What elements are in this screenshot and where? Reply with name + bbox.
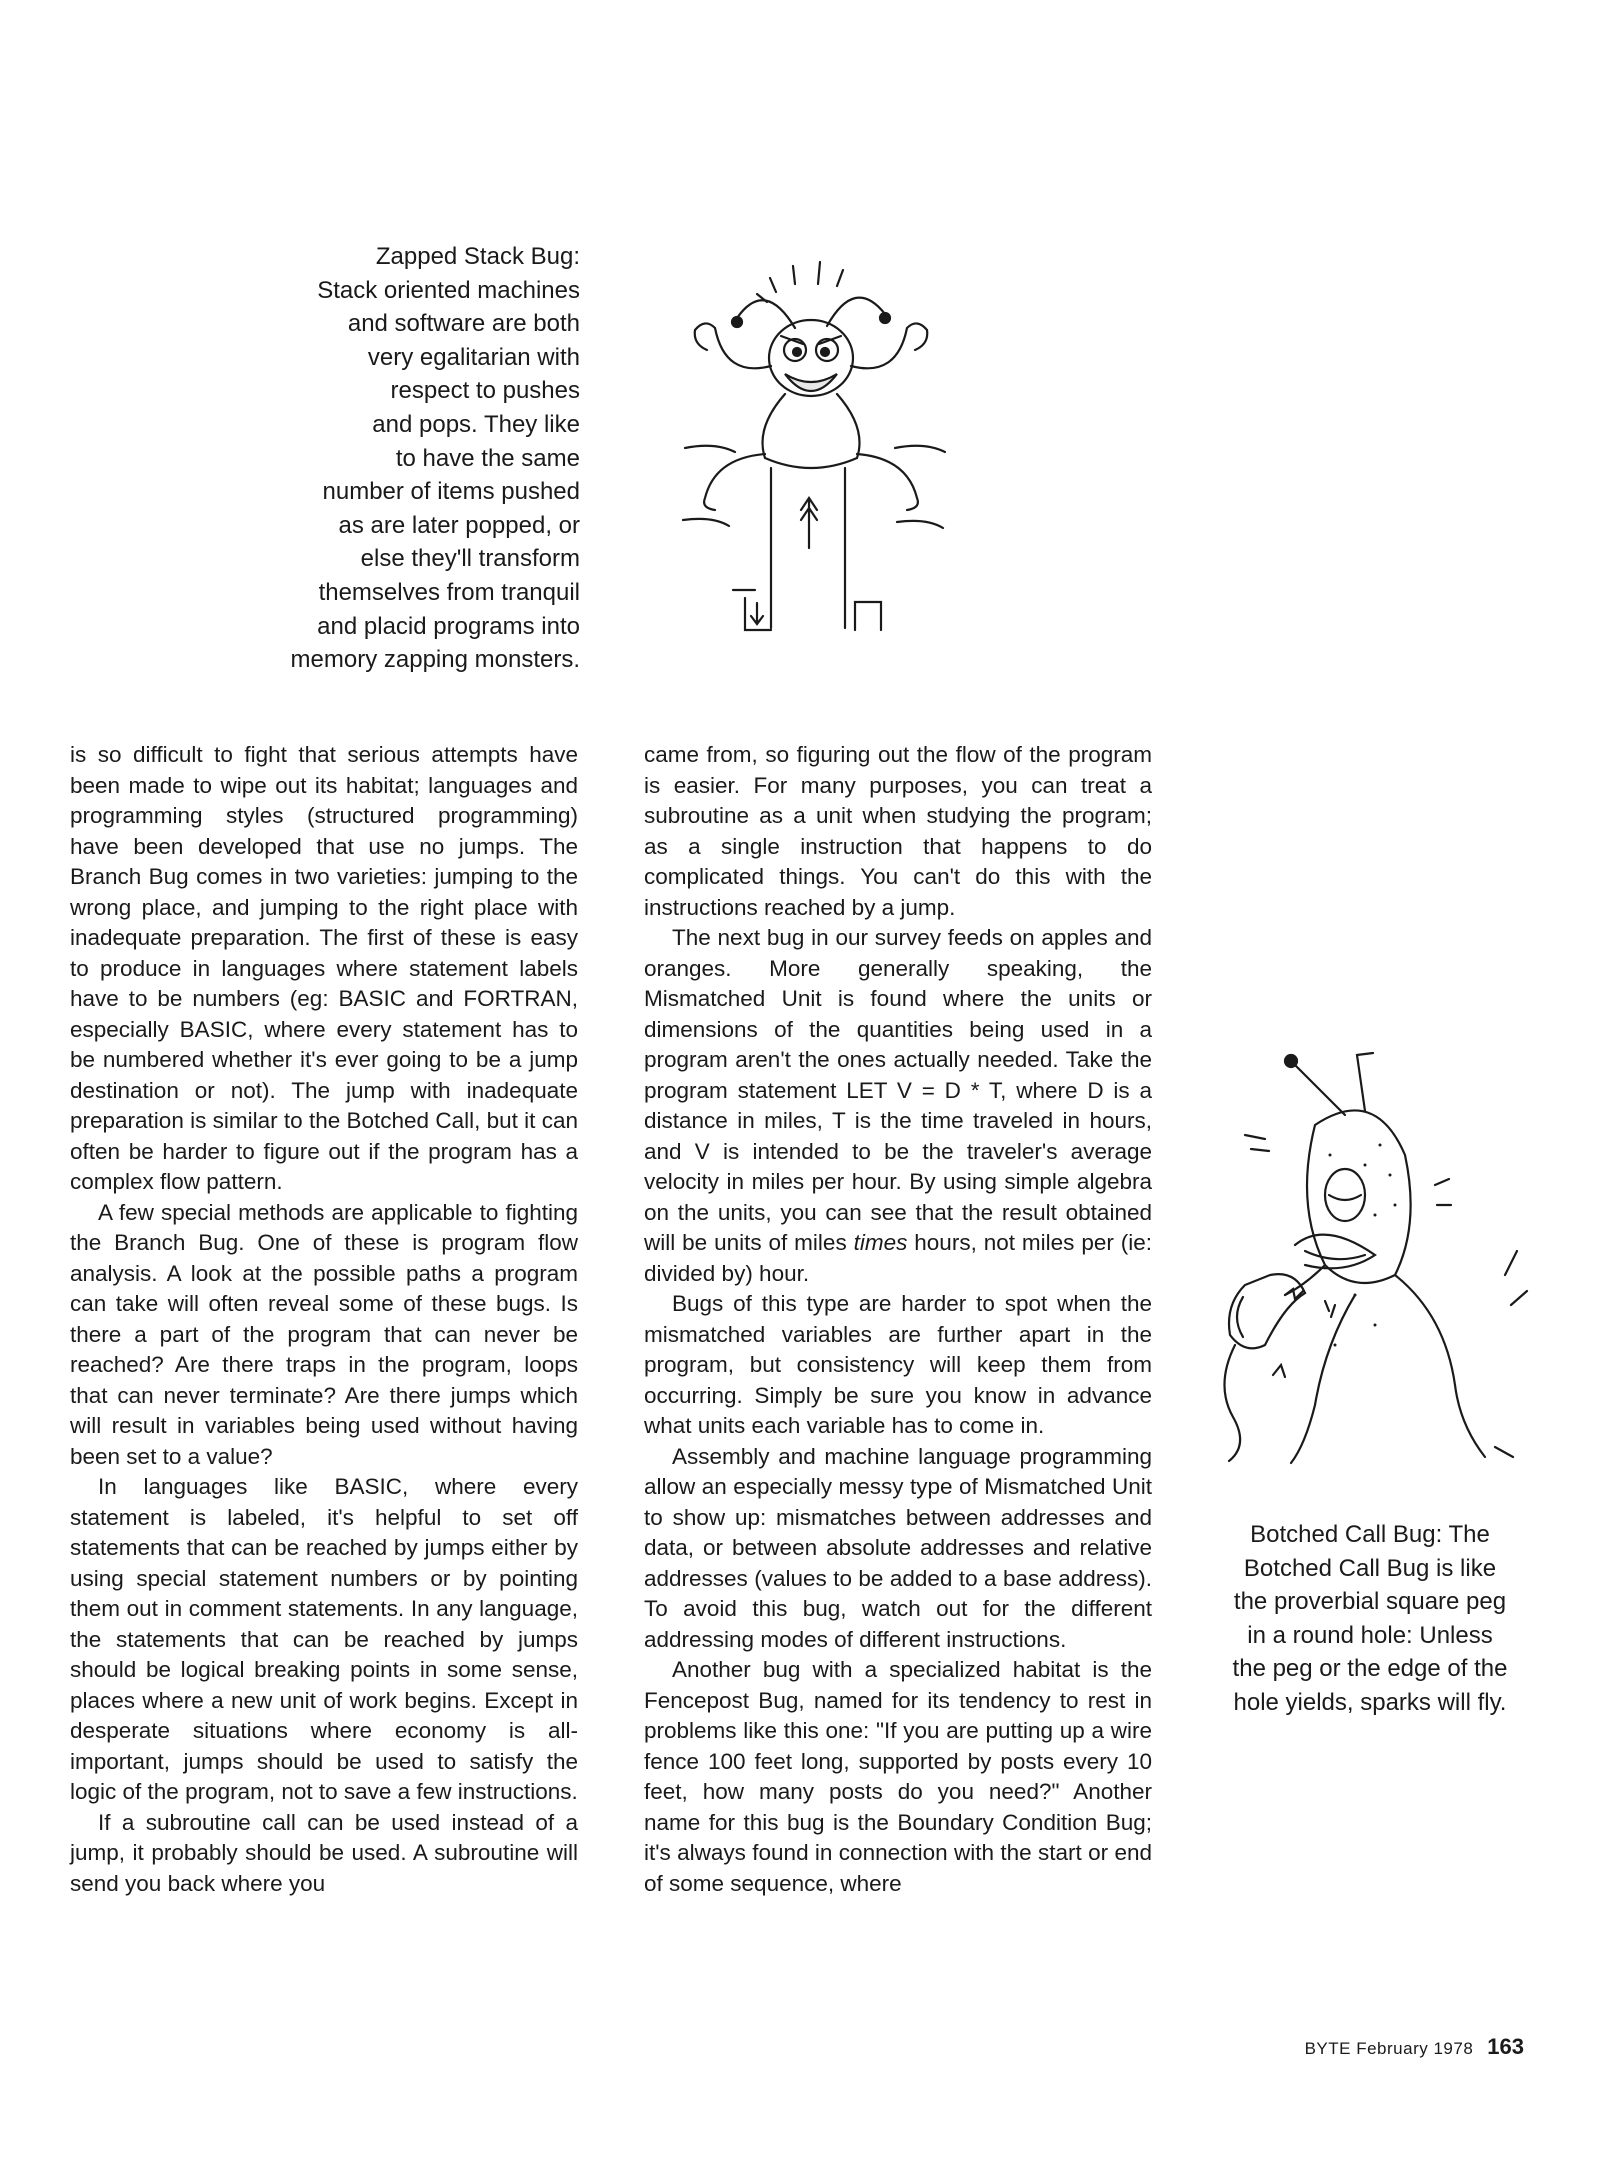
paragraph: came from, so figuring out the flow of the program is easier. For many purposes, you can treat a subroutine as a unit when studying the program; as a single instruction that happens to do complicated things. You can't do this with the instructions reached by a jump. xyxy=(644,742,1152,920)
paragraph: A few special methods are applicable to fighting the Branch Bug. One of these is program flow analysis. A look at the possible paths a program can take will often reveal some of these bugs. Is there a part of the program that can never be reached? Are there traps in the program, loops that can never terminate? Are there jumps which will result in variables being used without having been set to a value? xyxy=(70,1199,578,1469)
caption-line: in a round hole: Unless xyxy=(1247,1621,1493,1649)
caption-line: the peg or the edge of the xyxy=(1232,1655,1508,1683)
magazine-issue: BYTE February 1978 xyxy=(1304,2039,1474,2058)
paragraph: If a subroutine call can be used instead of a jump, it probably should be used. A subroutine will send you back where you xyxy=(70,1809,578,1896)
zapped-stack-bug-caption xyxy=(240,240,580,677)
caption-line: and pops. They like xyxy=(372,410,580,438)
caption-line: very egalitarian with xyxy=(367,343,580,371)
caption-line: number of items pushed xyxy=(322,478,580,506)
caption-line: memory zapping monsters. xyxy=(290,646,580,674)
caption-line: Stack oriented machines xyxy=(317,276,580,304)
page-footer xyxy=(1305,2034,1524,2060)
caption-line: themselves from tranquil xyxy=(318,578,580,606)
caption-line: Zapped Stack Bug: xyxy=(375,243,580,270)
caption-line: hole yields, sparks will fly. xyxy=(1233,1688,1507,1716)
paragraph: In languages like BASIC, where every statement is labeled, it's helpful to set off statements that can be reached by jumps either by using special statement numbers or by pointing them out in comment statements. In any language, the statements that can be reached by jumps should be logical breaking points in some sense, places where a new unit of work begins. Except in desperate situations where economy is all-important, jumps should be used to satisfy the logic of the program, not to save a few instructions. xyxy=(70,1474,578,1804)
botched-call-bug-caption xyxy=(1200,1518,1540,1720)
caption-line: and placid programs into xyxy=(317,612,580,640)
caption-line: as are later popped, or xyxy=(338,511,580,539)
paragraph-text: The next bug in our survey feeds on apples and oranges. More generally speaking, the Mismatched Unit is found where the units or dimensions of the quantities being used in a program aren't the ones actually needed. Take the program statement LET V = D * T, where D is a distance in miles, T is the time traveled in hours, and V is intended to be the traveler's average velocity in miles per hour. By using simple algebra on the units, you can see that the result obtained will be units of miles xyxy=(644,925,1152,1255)
paragraph: Bugs of this type are harder to spot when the mismatched variables are further apart in the program, but consistency will keep them from occurring. Simply be sure you know in advance what units each variable has to come in. xyxy=(644,1291,1152,1438)
emphasis-text: times xyxy=(853,1230,908,1255)
caption-line: Botched Call Bug is like xyxy=(1243,1554,1497,1582)
zapped-stack-bug-illustration xyxy=(645,258,975,638)
paragraph: is so difficult to fight that serious attempts have been made to wipe out its habitat; languages and programming styles (structured programming) have been developed that use no jumps. The Branch Bug comes in two varieties: jumping to the wrong place, and jumping to the right place with inadequate preparation. The first of these is easy to produce in languages where statement labels have to be numbers (eg: BASIC and FORTRAN, especially BASIC, where every statement has to be numbered whether it's ever going to be a jump destination or not). The jump with inadequate preparation is similar to the Botched Call, but it can often be harder to figure out if the program has a complex flow pattern. xyxy=(70,742,578,1194)
caption-line: and software are both xyxy=(347,310,580,338)
paragraph: Assembly and machine language programming allow an especially messy type of Mismatched Unit to show up: mismatches between addresses and data, or between absolute addresses and relative addresses (values to be added to a base address). To avoid this bug, watch out for the different addressing modes of different instructions. xyxy=(644,1443,1152,1652)
caption-line: respect to pushes xyxy=(390,377,580,405)
caption-line: else they'll transform xyxy=(360,545,580,573)
paragraph: Another bug with a specialized habitat is the Fencepost Bug, named for its tendency to rest in problems like this one: "If you are putting up a wire fence 100 feet long, supported by posts every 10 feet, how many posts do you need?" Another name for this bug is the Boundary Condition Bug; it's always found in connection with the start or end of some sequence, where xyxy=(644,1657,1152,1896)
article-column-left xyxy=(70,740,578,1899)
botched-call-bug-illustration xyxy=(1205,1045,1540,1465)
paragraph-text: hours, not miles per (ie: divided by) hour. xyxy=(644,1230,1152,1286)
caption-line: to have the same xyxy=(395,444,580,472)
paragraph xyxy=(644,923,1152,1289)
article-column-right xyxy=(644,740,1152,1899)
caption-line: Botched Call Bug: The xyxy=(1250,1521,1490,1548)
page-number: 163 xyxy=(1487,2034,1524,2059)
caption-line: the proverbial square peg xyxy=(1233,1588,1507,1616)
